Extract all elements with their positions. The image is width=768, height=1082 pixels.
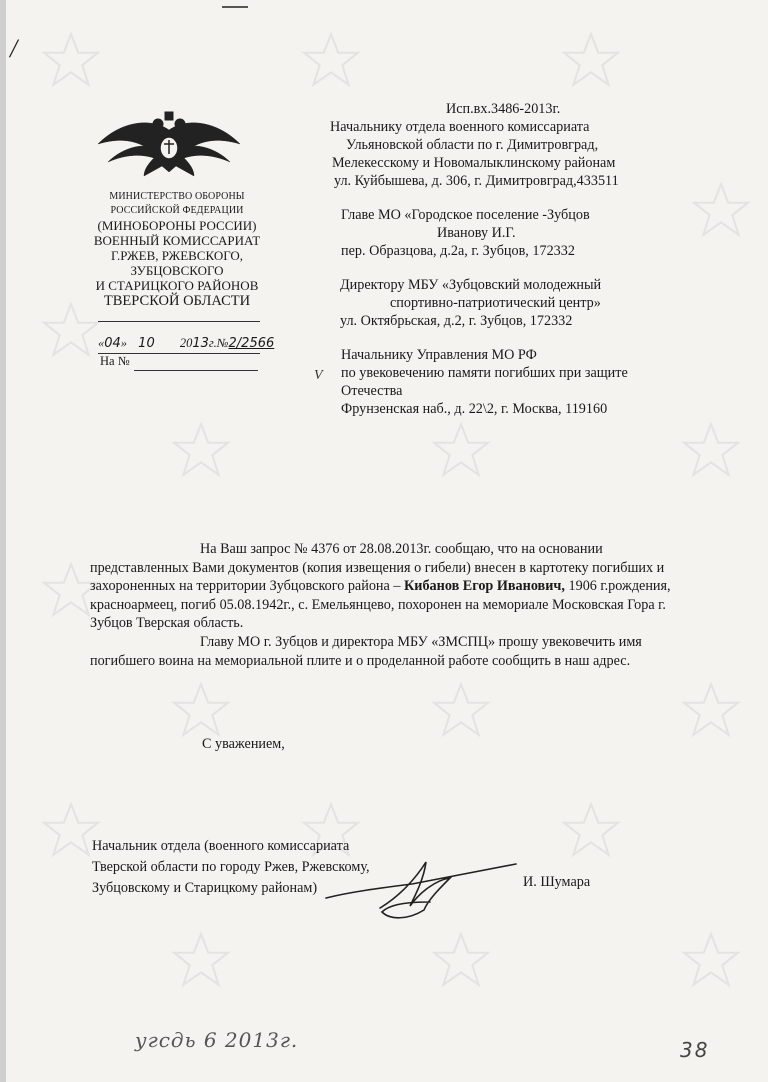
watermark-star-icon bbox=[680, 680, 742, 742]
body-paragraph: Главу МО г. Зубцов и директора МБУ «ЗМСПЦ» прошу увековечить имя погибшего воина на мемориальной плите и о проделанной работе сообщить в наш адрес. bbox=[90, 633, 642, 669]
recipient-line: Фрунзенская наб., д. 22\2, г. Москва, 119160 bbox=[341, 401, 608, 417]
recipient-line: Мелекесскому и Новомалыклинскому районам bbox=[332, 155, 616, 171]
recipient-3 bbox=[340, 276, 601, 330]
recipient-line: пер. Образцова, д.2а, г. Зубцов, 172332 bbox=[341, 243, 575, 259]
quote-close: » bbox=[120, 336, 128, 350]
reg-year-suffix: 13 bbox=[192, 336, 209, 351]
top-dash-mark bbox=[222, 6, 248, 8]
watermark-star-icon bbox=[170, 420, 232, 482]
signature-line: Начальник отдела (военного комиссариата bbox=[92, 838, 350, 854]
letter-body bbox=[90, 540, 680, 670]
recipient-line: по увековечению памяти погибших при защите bbox=[341, 365, 628, 381]
quote-open: « bbox=[98, 336, 105, 350]
soldier-name: Кибанов Егор Иванович, bbox=[404, 578, 565, 595]
signature-line: Зубцовскому и Старицкому районам) bbox=[92, 880, 318, 896]
watermark-star-icon bbox=[560, 800, 622, 862]
sender-line: МИНИСТЕРСТВО ОБОРОНЫ bbox=[109, 191, 245, 202]
reg-number: 2/2566 bbox=[228, 336, 275, 351]
signature-line: Тверской области по городу Ржев, Ржевскому, bbox=[92, 859, 370, 875]
reg-year-tail: г.№ bbox=[208, 336, 229, 350]
sender-line: Г.РЖЕВ, РЖЕВСКОГО, bbox=[110, 248, 244, 263]
divider bbox=[134, 370, 258, 371]
recipient-line: Отечества bbox=[341, 383, 403, 399]
signer-name: И. Шумара bbox=[523, 874, 591, 890]
sender-line: ТВЕРСКОЙ ОБЛАСТИ bbox=[103, 293, 251, 309]
sender-line: РОССИЙСКОЙ ФЕДЕРАЦИИ bbox=[110, 205, 244, 216]
recipient-line: Начальнику Управления МО РФ bbox=[341, 347, 537, 363]
recipient-line: Директору МБУ «Зубцовский молодежный bbox=[340, 277, 602, 293]
recipient-line: ул. Куйбышева, д. 306, г. Димитровград,433511 bbox=[334, 173, 619, 189]
watermark-star-icon bbox=[170, 930, 232, 992]
recipient-line: ул. Октябрьская, д.2, г. Зубцов, 172332 bbox=[340, 313, 573, 329]
sender-block bbox=[82, 190, 272, 310]
watermark-star-icon bbox=[680, 420, 742, 482]
recipient-line: спортивно-патриотический центр» bbox=[390, 295, 601, 311]
watermark-star-icon bbox=[300, 30, 362, 92]
body-paragraph bbox=[90, 540, 680, 633]
reg-day: 04 bbox=[104, 336, 121, 351]
recipient-line: Начальнику отдела военного комиссариата bbox=[330, 119, 590, 135]
handwritten-mark: / bbox=[10, 34, 18, 63]
scan-edge bbox=[0, 0, 6, 1082]
watermark-star-icon bbox=[430, 680, 492, 742]
registration-line bbox=[98, 336, 274, 351]
recipient-1 bbox=[330, 118, 619, 190]
watermark-star-icon bbox=[430, 420, 492, 482]
body-text-start: На Ваш запрос № 4376 от 28.08.2013г. сообщаю, что на основании представленных Вами документов (копия извещения о гибели) внесен в картотеку погибших и захороненных на территории Зубцовского района – bbox=[90, 541, 665, 595]
watermark-star-icon bbox=[430, 930, 492, 992]
handwritten-signature-icon bbox=[320, 848, 530, 928]
sender-line: ВОЕННЫЙ КОМИССАРИАТ bbox=[93, 233, 261, 248]
reply-to-number: На № bbox=[100, 354, 130, 368]
incoming-ref: Исп.вх.3486-2013г. bbox=[446, 101, 561, 117]
watermark-star-icon bbox=[690, 180, 752, 242]
reg-month: 10 bbox=[138, 336, 155, 351]
recipient-2 bbox=[341, 206, 590, 260]
watermark-star-icon bbox=[680, 930, 742, 992]
watermark-star-icon bbox=[560, 30, 622, 92]
check-mark: V bbox=[314, 368, 323, 383]
recipient-line: Главе МО «Городское поселение -Зубцов bbox=[341, 207, 590, 223]
watermark-star-icon bbox=[40, 30, 102, 92]
page-number: 38 bbox=[680, 1038, 710, 1062]
sender-line: ЗУБЦОВСКОГО bbox=[130, 263, 224, 278]
recipient-line: Ульяновской области по г. Димитровград, bbox=[346, 137, 599, 153]
recipient-line: Иванову И.Г. bbox=[437, 225, 516, 241]
reg-year-prefix: 20 bbox=[179, 336, 193, 350]
regards: С уважением, bbox=[202, 736, 285, 752]
handwritten-note: угсдь 6 2013г. bbox=[135, 1028, 299, 1052]
eagle-emblem-icon bbox=[92, 110, 246, 180]
recipient-4 bbox=[341, 346, 628, 418]
watermark-star-icon bbox=[170, 680, 232, 742]
sender-line: (МИНОБОРОНЫ РОССИИ) bbox=[97, 218, 257, 233]
body-text-end: 1906 г.рождения, красноармеец, погиб 05.08.1942г., с. Емельянцево, похоронен на мемориале Московская Гора г. Зубцов Тверская область. bbox=[90, 578, 671, 632]
sender-line: И СТАРИЦКОГО РАЙОНОВ bbox=[95, 278, 259, 293]
divider bbox=[98, 321, 260, 322]
